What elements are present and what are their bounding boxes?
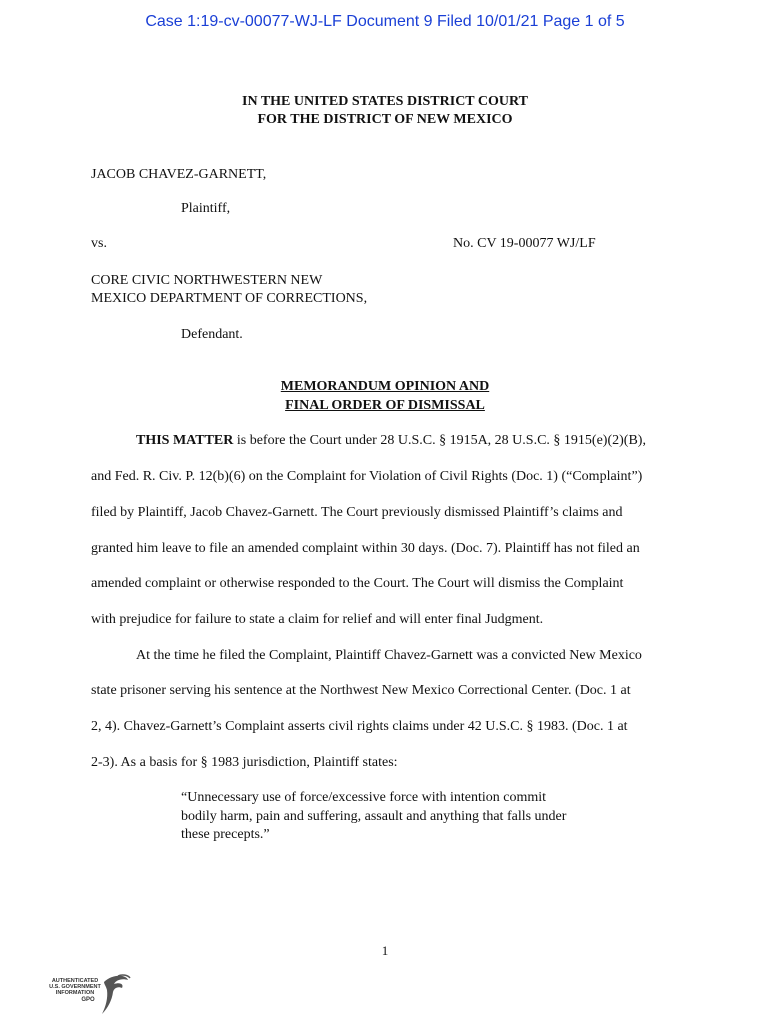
paragraph1-line2: and Fed. R. Civ. P. 12(b)(6) on the Complaint for Violation of Civil Rights (Doc. 1) (“Complaint”) — [91, 469, 643, 484]
paragraph2-line3: 2, 4). Chavez-Garnett’s Complaint asserts civil rights claims under 42 U.S.C. § 1983. (Doc. 1 at — [91, 719, 628, 734]
paragraph2-line1: At the time he filed the Complaint, Plaintiff Chavez-Garnett was a convicted New Mexico — [136, 648, 642, 663]
gpo-authentication-logo — [44, 972, 134, 1018]
paragraph1-line6: with prejudice for failure to state a claim for relief and will enter final Judgment. — [91, 612, 544, 627]
document-title-line1: MEMORANDUM OPINION AND — [280, 379, 490, 394]
defendant-line1: CORE CIVIC NORTHWESTERN NEW — [91, 273, 323, 288]
paragraph1-line1 — [136, 433, 646, 449]
block-quote-line2: bodily harm, pain and suffering, assault and anything that falls under — [181, 809, 567, 824]
defendant-line2: MEXICO DEPARTMENT OF CORRECTIONS, — [91, 291, 368, 306]
gpo-text-line4: GPO — [81, 997, 95, 1003]
paragraph2-line4: 2-3). As a basis for § 1983 jurisdiction, Plaintiff states: — [91, 755, 398, 770]
paragraph1-line4: granted him leave to file an amended complaint within 30 days. (Doc. 7). Plaintiff has not filed an — [91, 541, 640, 556]
gpo-text-line2: U.S. GOVERNMENT — [49, 984, 101, 990]
case-header-stamp: Case 1:19-cv-00077-WJ-LF Document 9 Filed 10/01/21 Page 1 of 5 — [145, 13, 625, 30]
paragraph1-line3: filed by Plaintiff, Jacob Chavez-Garnett. The Court previously dismissed Plaintiff’s claims and — [91, 505, 623, 520]
defendant-role: Defendant. — [181, 327, 243, 342]
page-number: 1 — [381, 943, 389, 958]
court-name-line1: IN THE UNITED STATES DISTRICT COURT — [242, 94, 528, 109]
court-name-line2: FOR THE DISTRICT OF NEW MEXICO — [257, 112, 513, 127]
document-title-line2: FINAL ORDER OF DISMISSAL — [285, 398, 485, 413]
eagle-icon — [98, 972, 132, 1018]
plaintiff-role: Plaintiff, — [181, 201, 231, 216]
block-quote-line1: “Unnecessary use of force/excessive force with intention commit — [181, 790, 547, 805]
plaintiff-name: JACOB CHAVEZ-GARNETT, — [91, 167, 267, 182]
paragraph2-line2: state prisoner serving his sentence at the Northwest New Mexico Correctional Center. (Doc. 1 at — [91, 683, 631, 698]
gpo-text-line1: AUTHENTICATED — [51, 978, 99, 984]
block-quote-line3: these precepts.” — [181, 827, 270, 842]
this-matter-lead: THIS MATTER — [136, 433, 234, 448]
case-number: No. CV 19-00077 WJ/LF — [453, 236, 596, 251]
paragraph1-line5: amended complaint or otherwise responded to the Court. The Court will dismiss the Complaint — [91, 576, 624, 591]
paragraph1-line1-text: is before the Court under 28 U.S.C. § 1915A, 28 U.S.C. § 1915(e)(2)(B), — [233, 433, 646, 448]
versus: vs. — [91, 236, 107, 251]
gpo-text-line3: INFORMATION — [55, 990, 95, 996]
